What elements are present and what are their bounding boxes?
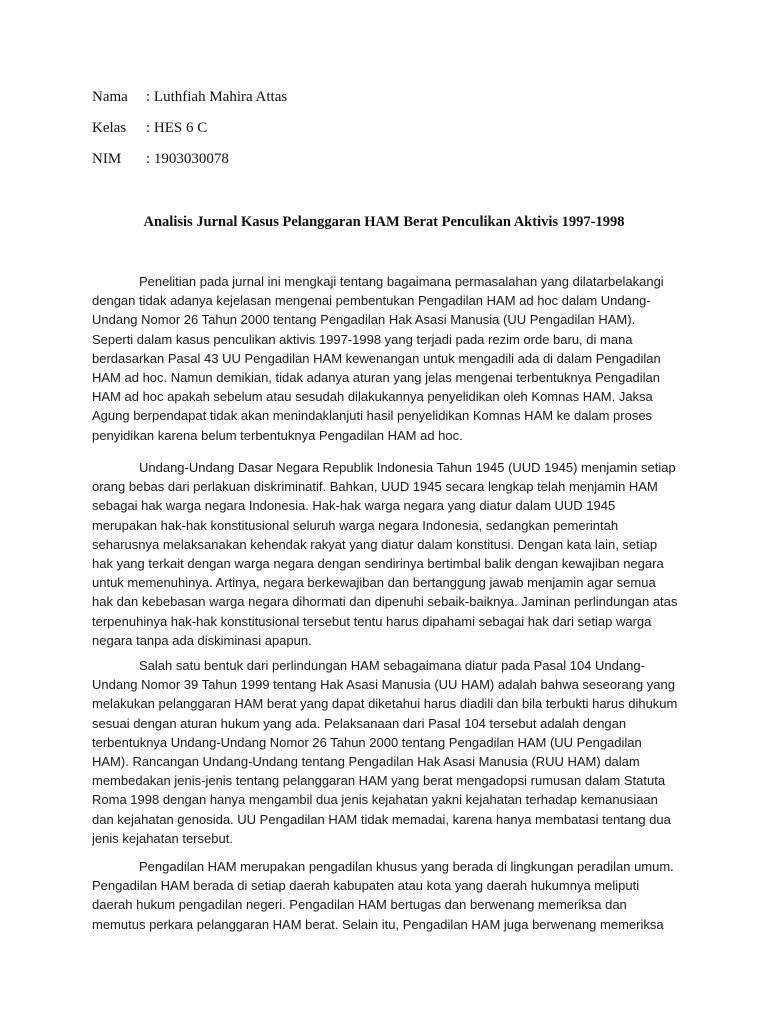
paragraph-3: Salah satu bentuk dari perlindungan HAM sebagaimana diatur pada Pasal 104 Undang-Undang Nomor 39 Tahun 1999 tentang Hak Asasi Manusia (UU HAM) adalah bahwa seseorang yang melakukan pelanggaran HAM berat yang dapat diketahui harus diadili dan bila terbukti harus dihukum sesuai dengan aturan hukum yang ada. Pelaksanaan dari Pasal 104 tersebut adalah dengan terbentuknya Undang-Undang Nomor 26 Tahun 2000 tentang Pengadilan HAM (UU Pengadilan HAM). Rancangan Undang-Undang tentang Pengadilan Hak Asasi Manusia (RUU HAM) dalam membedakan jenis-jenis tentang pelanggaran HAM yang berat mengadopsi rumusan dalam Statuta Roma 1998 dengan hanya mengambil dua jenis kejahatan yakni kejahatan terhadap kemanusiaan dan kejahatan genosida. UU Pengadilan HAM tidak memadai, karena hanya membatasi tentang dua jenis kejahatan tersebut. (92, 658, 678, 846)
paragraph-4: Pengadilan HAM merupakan pengadilan khusus yang berada di lingkungan peradilan umum. Pengadilan HAM berada di setiap daerah kabupaten atau kota yang daerah hukumnya meliputi daerah hukum pengadilan negeri. Pengadilan HAM bertugas dan berwenang memeriksa dan memutus perkara pelanggaran HAM berat. Selain itu, Pengadilan HAM juga berwenang memeriksa (92, 859, 674, 932)
document-title: Analisis Jurnal Kasus Pelanggaran HAM Berat Penculikan Aktivis 1997-1998 (143, 214, 625, 230)
class-label: Kelas (92, 120, 127, 136)
class-value: : HES 6 C (146, 120, 208, 136)
nim-value: : 1903030078 (146, 151, 229, 167)
identity-name-row (92, 88, 287, 106)
identity-nim-row (92, 150, 229, 168)
identity-class-row (92, 119, 207, 137)
paragraph-2: Undang-Undang Dasar Negara Republik Indonesia Tahun 1945 (UUD 1945) menjamin setiap orang bebas dari perlakuan diskriminatif. Bahkan, UUD 1945 secara lengkap telah menjamin HAM sebagai hak warga negara Indonesia. Hak-hak warga negara yang diatur dalam UUD 1945 merupakan hak-hak konstitusional seluruh warga negara Indonesia, sedangkan pemerintah seharusnya melaksanakan kehendak rakyat yang diatur dalam konstitusi. Dengan kata lain, setiap hak yang terkait dengan warga negara dengan sendirinya bertimbal balik dengan kewajiban negara untuk memenuhinya. Artinya, negara berkewajiban dan bertanggung jawab menjamin agar semua hak dan kebebasan warga negara dihormati dan dipenuhi sebaik-baiknya. Jaminan perlindungan atas terpenuhinya hak-hak konstitusional tersebut tentu harus dipahami sebagai hak dari setiap warga negara tanpa ada diskiminasi apapun. (92, 460, 678, 648)
nim-label: NIM (92, 151, 122, 167)
name-label: Nama (92, 89, 128, 105)
name-value: : Luthfiah Mahira Attas (146, 89, 288, 105)
paragraph-1: Penelitian pada jurnal ini mengkaji tentang bagaimana permasalahan yang dilatarbelakangi dengan tidak adanya kejelasan mengenai pembentukan Pengadilan HAM ad hoc dalam Undang-Undang Nomor 26 Tahun 2000 tentang Pengadilan Hak Asasi Manusia (UU Pengadilan HAM). Seperti dalam kasus penculikan aktivis 1997-1998 yang terjadi pada rezim orde baru, di mana berdasarkan Pasal 43 UU Pengadilan HAM kewenangan untuk mengadili ada di dalam Pengadilan HAM ad hoc. Namun demikian, tidak adanya aturan yang jelas mengenai terbentuknya Pengadilan HAM ad hoc apakah sebelum atau sesudah dilakukannya penyelidikan oleh Komnas HAM. Jaksa Agung berpendapat tidak akan menindaklanjuti hasil penyelidikan Komnas HAM ke dalam proses penyidikan karena belum terbentuknya Pengadilan HAM ad hoc. (92, 274, 664, 443)
